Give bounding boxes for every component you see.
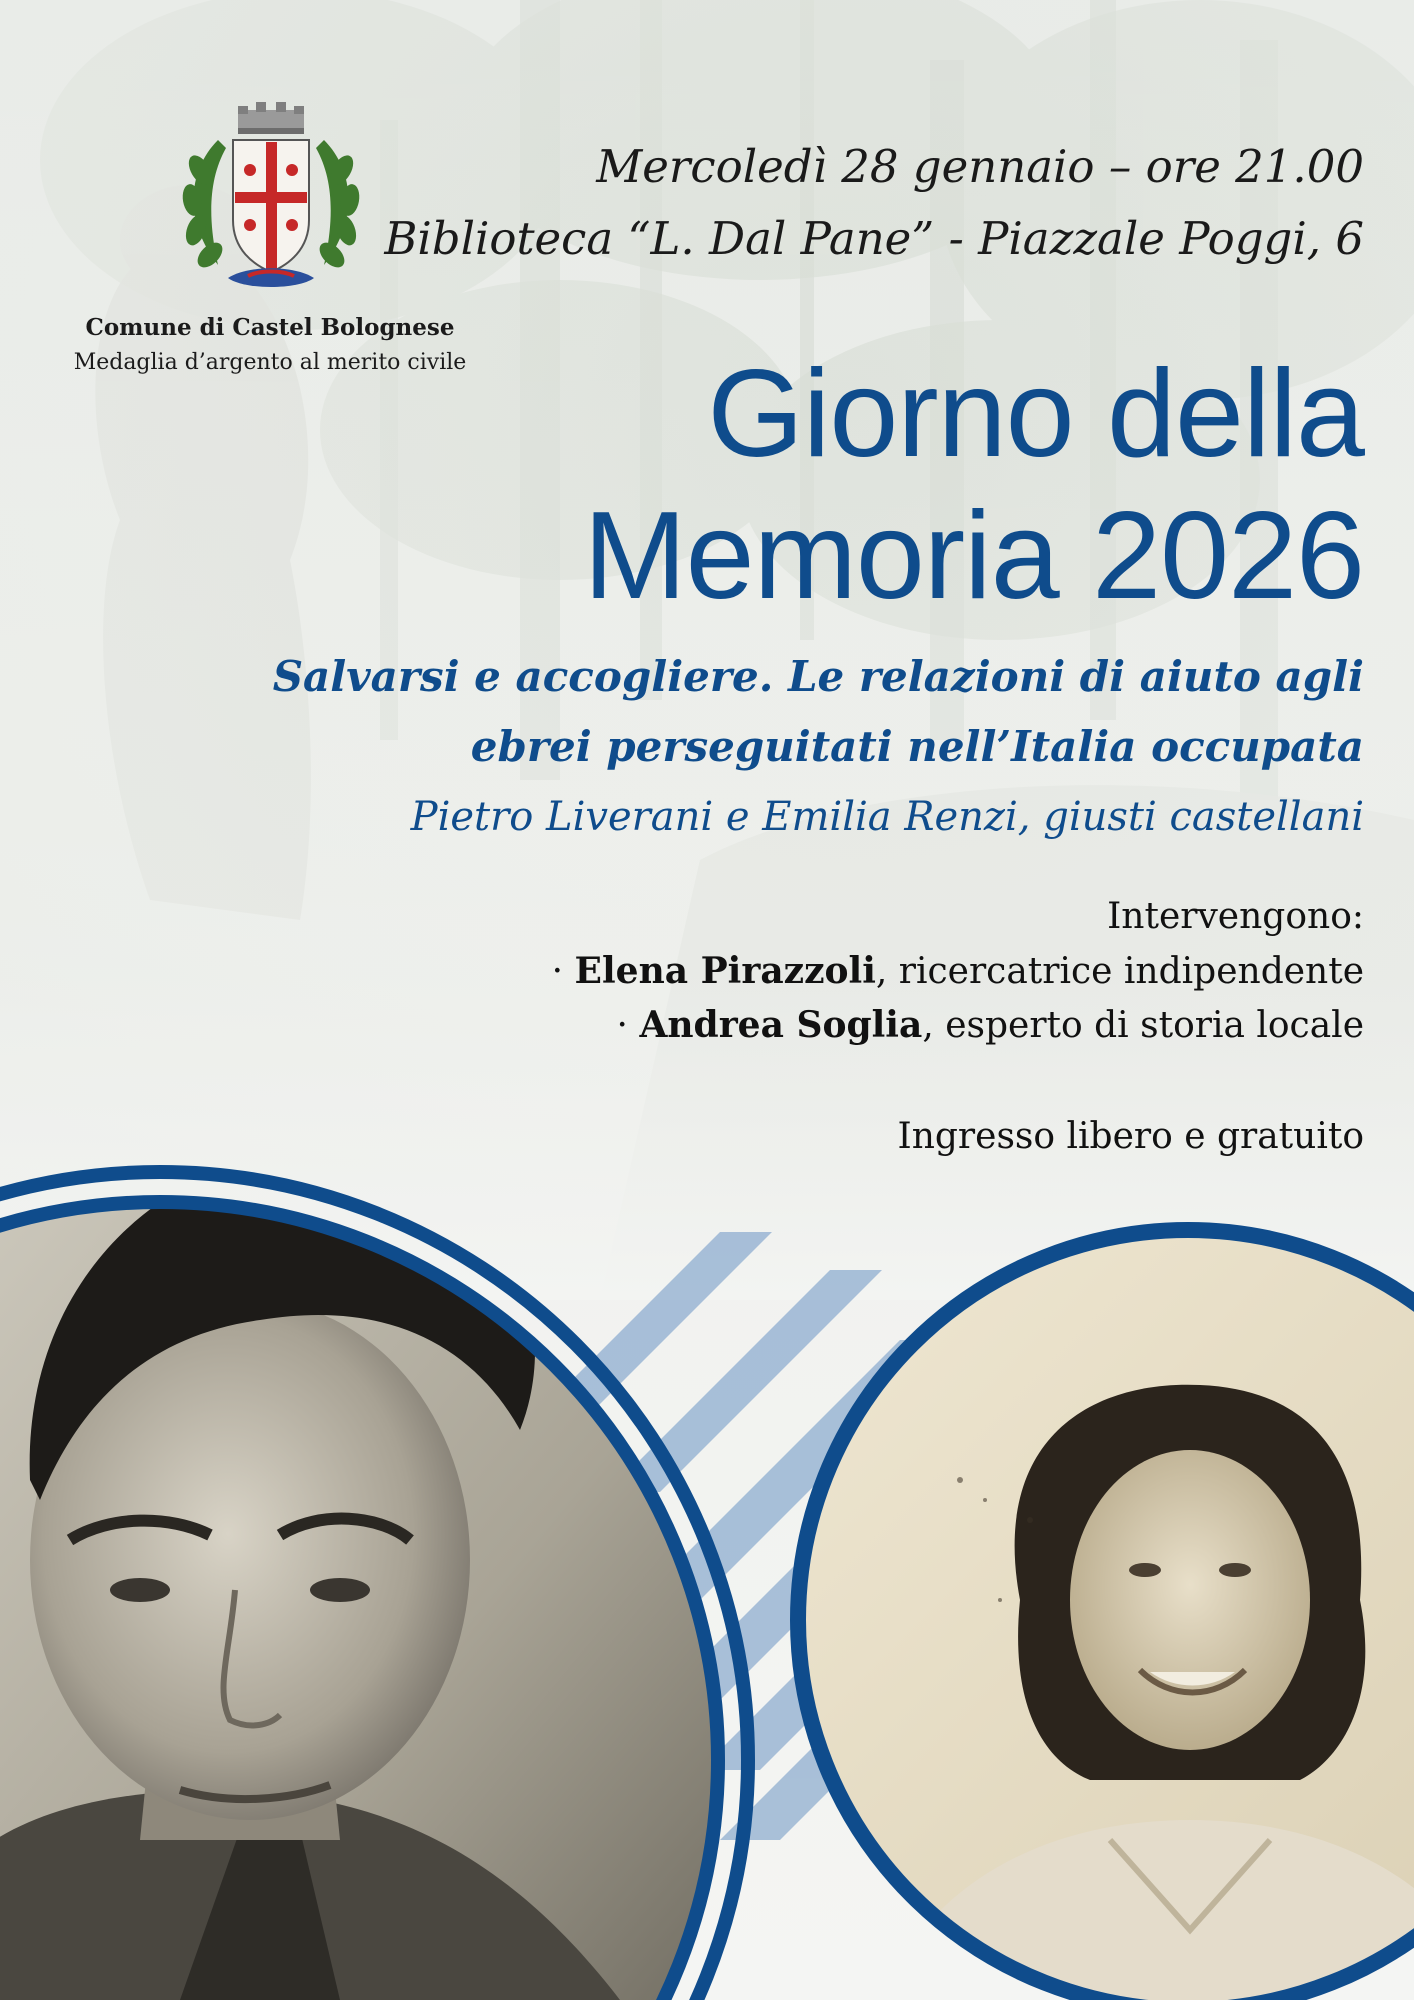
speaker-role: , ricercatrice indipendente	[875, 951, 1364, 992]
event-honorees: Pietro Liverani e Emilia Renzi, giusti castellani	[410, 794, 1364, 840]
organization-name: Comune di Castel Bolognese	[85, 314, 455, 341]
event-title-line-1: Giorno della	[707, 345, 1364, 483]
portrait-photo-woman	[790, 1220, 1414, 2000]
speakers-label: Intervengono:	[1107, 896, 1364, 937]
event-date-time: Mercoledì 28 gennaio – ore 21.00	[596, 140, 1364, 193]
speaker-bullet: ·	[551, 951, 575, 992]
event-title-line-2: Memoria 2026	[583, 487, 1364, 625]
organization-subtitle: Medaglia d’argento al merito civile	[73, 350, 467, 375]
speaker-bullet: ·	[616, 1005, 640, 1046]
speaker-role: , esperto di storia locale	[922, 1005, 1364, 1046]
event-location: Biblioteca “L. Dal Pane” - Piazzale Poggi, 6	[384, 212, 1364, 265]
event-subtitle-line-2: ebrei perseguitati nell’Italia occupata	[470, 722, 1364, 771]
coat-of-arms-emblem	[178, 100, 364, 296]
speaker-item	[617, 1004, 1364, 1046]
speaker-name: Andrea Soglia	[639, 1004, 923, 1046]
event-subtitle-line-1: Salvarsi e accogliere. Le relazioni di aiuto agli	[272, 652, 1364, 701]
speaker-item	[552, 950, 1364, 992]
entry-notice: Ingresso libero e gratuito	[897, 1116, 1364, 1157]
speaker-name: Elena Pirazzoli	[574, 950, 876, 992]
